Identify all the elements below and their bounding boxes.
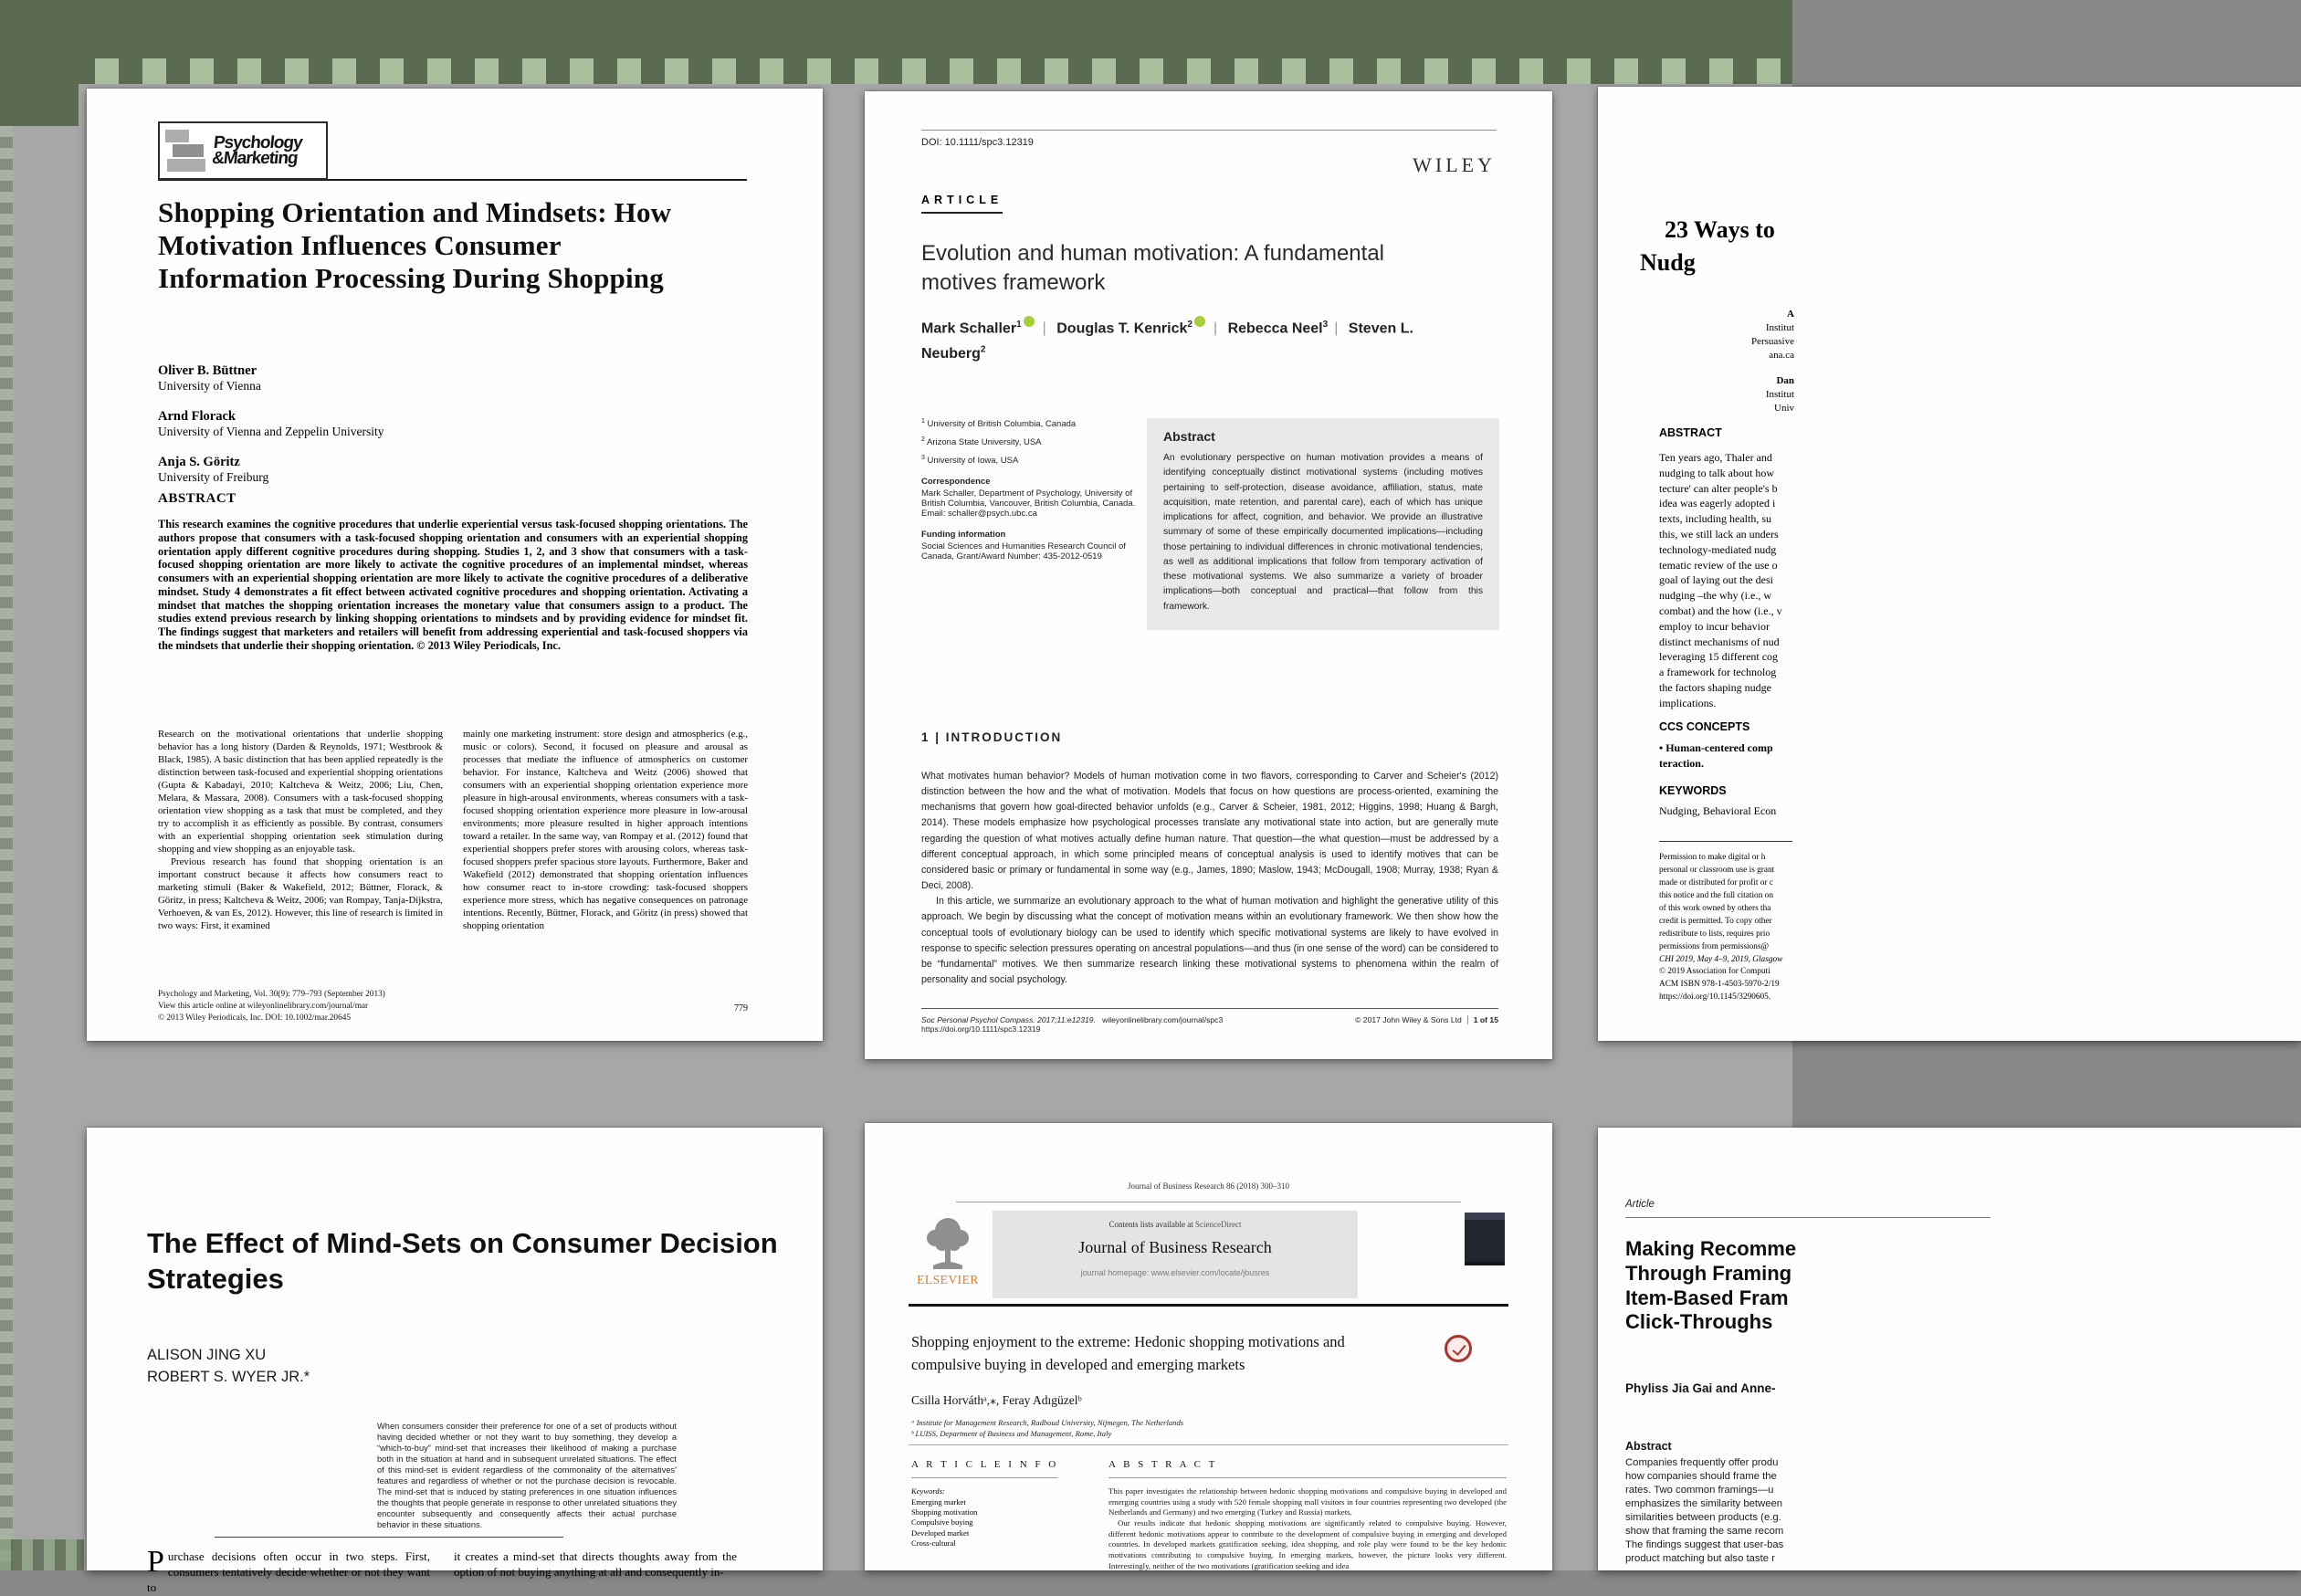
abstract-line: distinct mechanisms of nud [1659,635,1780,648]
body-columns [158,728,748,985]
page-info: 1 of 15 [1467,1015,1498,1024]
drop-cap: P [147,1545,164,1579]
author-separator: | [1042,320,1046,337]
abstract-heading: ABSTRACT [158,491,236,506]
author-name: ROBERT S. WYER JR.* [147,1368,310,1385]
abstract-paragraph: Our results indicate that hedonic shopping motivations are significantly related to compulsive buying. However, different hedonic motivations appear to contribute to the development of compulsive buying in emerging and developed countries. In developed markets gratification seeking, idea shopping, and role play were found to be the key hedonic motivations contributing to compulsive buying. In emerging markets, however, the picture looks very different. Interestingly, neither of the two motivations (gratification seeking and idea [1108,1518,1507,1570]
footnote-line: made or distributed for profit or c [1659,877,1773,887]
elsevier-logo [909,1214,987,1287]
footnote-block [1659,852,1782,1004]
keyword: Compulsive buying [911,1517,973,1528]
author-affiliation: University of Vienna [158,379,261,394]
abstract-line: technology-mediated nudg [1659,542,1777,556]
homepage-prefix: journal homepage: [1080,1268,1150,1277]
header-rule [1625,1217,1991,1218]
abstract-line: product matching but also taste r [1625,1553,1775,1565]
abstract-line: nudging to talk about how [1659,466,1774,479]
ccs-heading: CCS CONCEPTS [1659,720,1750,733]
funding-text: Social Sciences and Humanities Research Council of Canada, Grant/Award Number: 435-2012-0519 [921,541,1126,562]
footnote-line: this notice and the full citation on [1659,890,1773,900]
footnote-block [158,989,385,1024]
author-name: Rebecca Neel [1227,320,1323,337]
footer-right [1355,1015,1498,1024]
footnote-line: personal or classroom use is grant [1659,865,1775,875]
thick-rule [909,1304,1508,1307]
body-text: urchase decisions often occur in two steps. First, consumers tentatively decide whether or not they want to [147,1549,430,1594]
header-rule [921,130,1497,131]
keywords-text: Nudging, Behavioral Econ [1659,804,1777,817]
citation-text: Soc Personal Psychol Compass. 2017;11:e12319. [921,1015,1096,1024]
affiliation: ᵇ LUISS, Department of Business and Management, Rome, Italy [911,1429,1112,1439]
abstract-line: employ to incur behavior [1659,619,1770,633]
author-separator: | [1213,320,1218,337]
border-artifact-left [0,0,79,126]
affiliations [921,418,1136,466]
abstract-line: goal of laying out the desi [1659,573,1773,587]
abstract-text [1625,1456,1783,1566]
paper-page-evolution-motivation[interactable] [865,91,1552,1059]
abstract-line: show that framing the same recom [1625,1526,1784,1538]
author [158,408,384,440]
keywords-list [911,1497,977,1549]
footnote-line: View this article online at wileyonlinelibrary.com/journal/mar [158,1001,369,1011]
article-info-heading: A R T I C L E I N F O [911,1459,1059,1470]
footnote-line: © 2013 Wiley Periodicals, Inc. DOI: 10.1002/mar.20645 [158,1013,352,1023]
author-name: ALISON JING XU [147,1347,267,1363]
doi-text: DOI: 10.1111/spc3.12319 [921,137,1034,148]
footnote-line: permissions from permissions@ [1659,941,1770,951]
paper-title: The Effect of Mind-Sets on Consumer Decision Strategies [147,1227,778,1295]
author-affiliation: University of Vienna and Zeppelin University [158,425,384,439]
body-columns [147,1545,737,1594]
author [158,454,384,486]
author-name: Steven L. Neuberg [921,320,1413,362]
abstract-line: The findings suggest that user-bas [1625,1539,1784,1551]
paper-page-23-ways-to-nudge[interactable] [1598,87,2301,1041]
title-line: Through Framing [1625,1261,1792,1285]
orcid-icon [1194,316,1205,327]
keywords-heading: KEYWORDS [1659,784,1727,797]
paper-title: Evolution and human motivation: A fundamental motives framework [921,241,1384,296]
author-line: Dan [1776,375,1794,387]
correspondence-heading: Correspondence [921,477,991,488]
author-line: Institut [1765,389,1794,401]
author-line [921,316,1451,366]
author-name: Douglas T. Kenrick [1056,320,1188,337]
affiliation: $^1$ University of British Columbia, Canada [921,418,1077,430]
affiliation: $^3$ University of Iowa, USA [921,455,1019,467]
border-artifact-checker [0,58,1792,84]
contents-line [993,1220,1358,1229]
wiley-logo: WILEY [1413,153,1496,176]
contents-prefix: Contents lists available at [1108,1220,1193,1229]
author-line: Phyliss Jia Gai and Anne- [1625,1381,1776,1395]
orcid-icon [1024,316,1035,327]
keyword: Shopping motivation [911,1507,978,1517]
footnote-line: credit is permitted. To copy other [1659,916,1772,926]
abstract-line: implications. [1659,696,1717,709]
abstract-line: combat) and the how (i.e., v [1659,604,1782,617]
footnote-line: © 2019 Association for Computi [1659,967,1770,977]
author-separator: | [1334,320,1339,337]
footnote-line: CHI 2019, May 4–9, 2019, Glasgow [1659,954,1783,964]
homepage-line [993,1268,1358,1277]
section-heading: 1 | INTRODUCTION [921,730,1063,744]
article-label: Article [1625,1199,1655,1210]
footnote-line: Permission to make digital or h [1659,853,1766,862]
paper-title [1625,1237,1796,1335]
footer [921,1015,1498,1034]
author-name: Arnd Florack [158,409,236,424]
footnote-line: redistribute to lists, requires prio [1659,929,1770,939]
author-sup: 1 [1016,320,1022,330]
keyword: Emerging market [911,1497,966,1507]
paper-page-shopping-orientation[interactable] [87,89,823,1041]
paper-title: Shopping Orientation and Mindsets: How Motivation Influences Consumer Information Processing During Shopping [158,196,672,294]
paper-page-mindsets-decision-strategies[interactable] [87,1128,823,1594]
abstract-heading: Abstract [1163,429,1215,444]
keyword: Developed market [911,1528,970,1538]
abstract-line: nudging –the why (i.e., w [1659,589,1771,603]
sciencedirect-link: ScienceDirect [1195,1220,1242,1229]
elsevier-tree-icon [922,1214,973,1271]
author-line: Csilla Horváthᵃ,⁎, Feray Adıgüzelᵇ [911,1393,1082,1407]
paper-title-line2: Nudg [1640,249,1696,276]
footer-rule [921,1008,1498,1009]
article-label: ARTICLE [921,194,1003,214]
abstract-text: This research examines the cognitive procedures that underlie experiential versus task-focused shopping orientations. The authors propose that consumers with a task-focused shopping orientation and consumers with an experiential shopping orientation apply different cognitive procedures during shopping. Studies 1, 2, and 3 show that consumers with a task-focused shopping orientation are more likely to activate the cognitive procedures of an implemental mindset, whereas consumers with an experiential shopping orientation are more likely to activate the cognitive procedures of a deliberative mindset. Study 4 demonstrates a fit effect between activated cognitive procedures and shopping orientation. Activating a mindset that matches the shopping orientation increases the monetary value that consumers assign to a product. The studies extend previous research by linking shopping orientations to mindsets and by providing evidence for mindset fit. The findings suggest that marketers and retailers will benefit from addressing experiential and task-focused shoppers via the mindsets that underlie their shopping orientation. © 2013 Wiley Periodicals, Inc. [158,518,748,652]
abstract-line: a framework for technolog [1659,666,1777,679]
abstract-line: how companies should frame the [1625,1471,1777,1483]
abstract-line: texts, including health, su [1659,512,1771,526]
elsevier-wordmark: ELSEVIER [917,1273,979,1286]
title-line: Click-Throughs [1625,1310,1773,1334]
abstract-line: rates. Two common framings—u [1625,1485,1774,1496]
abstract-heading: ABSTRACT [1659,426,1722,439]
author-line: Institut [1765,321,1794,333]
abstract-text: When consumers consider their preference for one of a set of products without having decided whether or not they want to buy something, they develop a “which-to-buy” mind-set that increases their likelihood of making a purchase both in the situation at hand and in subsequent unrelated situations. The effect of this mind-set is evident regardless of the commonality of the alternatives' features and regardless of whether or not the purchase decision is revocable. The mind-set that is induced by stating preferences in one situation influences the thoughts that people generate in response to other unrelated situations they encounter subsequently and consequently affects their actual purchase behavior in these situations. [377,1422,677,1529]
author-sup: 2 [980,344,986,355]
journal-cover-thumbnail [1465,1213,1505,1265]
paper-page-making-recommendations[interactable] [1598,1128,2301,1570]
body-text [921,769,1498,999]
paper-page-shopping-enjoyment[interactable] [865,1123,1552,1570]
abstract-text [1108,1486,1507,1570]
abstract-line: similarities between products (e.g. [1625,1512,1781,1524]
abstract-rule [1108,1477,1507,1478]
abstract-line: Companies frequently offer produ [1625,1457,1779,1468]
journal-citation: Journal of Business Research 86 (2018) 300–310 [1128,1181,1289,1191]
author-affiliation: University of Freiburg [158,470,269,485]
abstract-line: the factors shaping nudge [1659,680,1771,694]
abstract-line: tecture' can alter people's b [1659,481,1778,495]
body-paragraph: What motivates human behavior? Models of human motivation come in two flavors, corresponding to Carver and Scheier's (2012) distinction between the how and the what of motivation. Models that focus on how questions are process-oriented, examining the mechanisms that govern how goal-directed behavior unfolds (e.g., Carver & Scheier, 1981, 2012; Higgins, 1998; Huang & Bargh, 2014). These models emphasize how psychological processes translate any motivational state into action, but are generally mute regarding the question of what motives actually define human nature. That question—the what question—must be addressed by a different conceptual approach, in which some principled means of conceptual analysis is used to identify motives that can be considered basic or primary or fundamental in some way (e.g., James, 1890; Maslow, 1943; McDougall, 1908; Murray, 1938; Ryan & Deci, 2008). [921,771,1498,892]
correspondence-text: Mark Schaller, Department of Psychology, University of British Columbia, Vancouver, British Columbia, Canada. [921,488,1136,509]
journal-header-bar [993,1211,1358,1298]
keywords-label: Keywords: [911,1486,945,1496]
logo-text [211,132,303,168]
abstract-text [1659,450,1782,711]
abstract-line: this, we still lack an unders [1659,527,1779,541]
footnote-line: ACM ISBN 978-1-4503-5970-2/19 [1659,980,1780,990]
footnote-line: Psychology and Marketing, Vol. 30(9): 779–793 (September 2013) [158,990,385,999]
border-artifact-left-strip [0,126,13,1570]
body-paragraph: In this article, we summarize an evolutionary approach to the what of human motivation and highlight the generative utility of this approach. We begin by discussing what the concept of motivation means within an evolutionary framework. We then show how the conceptual tools of evolutionary biology can be used to identify which specific motivational systems are likely to have evolved in response to specific selection pressures operating on ancestral populations—and thus (in one sense of the word) can be considered to be “fundamental” motives. We then summarize research linking these motivational systems to phenomena within the realm of personality and social psychology. [921,896,1498,986]
paper-title-line1: 23 Ways to [1665,216,1775,243]
divider-rule [215,1537,563,1538]
paper-title: Shopping enjoyment to the extreme: Hedonic shopping motivations and compulsive buying in developed and emerging markets [911,1333,1345,1373]
affiliation: ᵃ Institute for Management Research, Radboud University, Nijmegen, The Netherlands [911,1418,1184,1427]
journal-name: Journal of Business Research [1078,1238,1272,1256]
article-info-rule [911,1477,1057,1478]
author-name: Oliver B. Büttner [158,363,257,378]
logo-line1: Psychology [212,132,303,152]
homepage-url: www.elsevier.com/locate/jbusres [1150,1268,1270,1277]
abstract-line: Ten years ago, Thaler and [1659,451,1772,464]
funding-heading: Funding information [921,530,1006,541]
email-line: Email: schaller@psych.ubc.ca [921,509,1037,520]
border-artifact-bottom-left [0,1539,84,1570]
abstract-text: An evolutionary perspective on human motivation provides a means of identifying conceptually distinct motivational systems (including motives pertaining to self-protection, disease avoidance, affiliation, status, mate acquisition, mate retention, and parental care), each of which has unique implications for affect, cognition, and behavior. We provide an illustrative summary of some of these empirically documented implications—including those pertaining to individual differences in chronic motivational tendencies, as well as additional implications that follow from temporary activation of these motivational systems. We also summarize a variety of broader implications—both conceptual and practical—that follow from this framework. [1163,453,1483,612]
author-line: A [1787,309,1794,320]
ccs-text [1659,740,1773,772]
author-block [158,362,384,499]
copyright-text: © 2017 John Wiley & Sons Ltd [1355,1015,1462,1024]
footnote-line: https://doi.org/10.1145/3290605. [1659,992,1771,1003]
body-paragraph: Previous research has found that shopping orientation is an important construct because it affects how consumers react to marketing stimuli (Baker & Wakefield, 2012; Büttner, Florack, & Göritz, in press; Kaltcheva & Weitz, 2006; van Rompay, Tanja-Dijkstra, Verhoeven, & van Es, 2012). However, this line of research is limited in two ways: First, it examined [158,856,443,932]
check-for-updates-badge [1445,1335,1472,1362]
abstract-line: leveraging 15 different cog [1659,650,1779,664]
author-block [1634,306,1794,415]
author-line: ana.ca [1769,349,1794,361]
abstract-heading: A B S T R A C T [1108,1459,1218,1470]
keyword: Cross-cultural [911,1538,956,1548]
body-column-right [463,728,748,985]
abstract-line: emphasizes the similarity between [1625,1498,1783,1510]
author [158,362,384,394]
journal-site: wileyonlinelibrary.com/journal/spc3 [1102,1015,1224,1024]
psychology-marketing-logo [158,121,328,180]
body-paragraph: Research on the motivational orientations that underlie shopping behavior has a long history (Darden & Reynolds, 1971; Westbrook & Black, 1985). A basic distinction that has been applied repeatedly is the distinction between task-focused and experiential shopping orientations (Gupta & Kabadayi, 2010; Kaltcheva & Weitz, 2006; Liu, Chen, Melara, & Massara, 2008). Consumers with a task-focused shopping orientation view shopping as a task that must be completed, and they try to accomplish it as efficiently as possible. By contrast, consumers with an experiential shopping orientation seek stimulation during shopping and view shopping as an enjoyable task. [158,729,443,856]
abstract-heading: Abstract [1625,1440,1672,1453]
abstract-box [1147,418,1499,630]
body-column-left [147,1545,430,1594]
title-line: Item-Based Fram [1625,1286,1789,1309]
body-column-left [158,728,443,985]
body-column-right: it creates a mind-set that directs thoughts away from the option of not buying anything at all and consequently in- [454,1549,737,1579]
title-line: Making Recomme [1625,1237,1797,1260]
border-artifact-top [0,0,1792,58]
left-column [921,418,1136,562]
logo-line2: &Marketing [211,149,299,168]
affiliations [911,1417,1183,1440]
author-line: Persuasive [1750,335,1794,347]
ccs-line: • Human-centered comp [1659,741,1773,754]
divider-rule [909,1444,1508,1445]
author-name: Anja S. Göritz [158,455,240,469]
body-paragraph: mainly one marketing instrument: store design and atmospherics (e.g., music or colors). Second, it focused on pleasure and arousal as processes that mediate the influence of atmospherics on customer behavior. For instance, Kaltcheva and Weitz (2006) showed that consumers with an experiential shopping orientation experience more pleasure in high-arousal environments, whereas consumers with a task-focused shopping orientation experience more pleasure in low-arousal environments; more pleasure resulted in higher approach intentions toward a retailer. In the same way, van Rompay et al. (2012) found that experiential shoppers prefer stores with arousing colors, whereas task-focused shoppers prefer spacious store layouts. Furthermore, Baker and Wakefield (2012) demonstrated that shopping orientation influences how consumer react to in-store crowding: task-focused shoppers experience more stress, which has negative consequences on patronage intentions. Recently, Büttner, Florack, and Göritz (in press) showed that shopping orientation [463,729,748,932]
footnote-rule [1659,841,1792,842]
doi-url: https://doi.org/10.1111/spc3.12319 [921,1024,1041,1034]
author-sup: 3 [1322,320,1329,330]
author-name: Mark Schaller [921,320,1017,337]
author-line: Univ [1774,403,1794,415]
ccs-line: teraction. [1659,757,1704,771]
page-number: 779 [734,1003,748,1013]
footnote-line: of this work owned by others tha [1659,903,1771,913]
abstract-paragraph: This paper investigates the relationship between hedonic shopping motivations and compulsive buying in developed and emerging countries using a study with 520 female shopping mall visitors in four countries representing two developed (the Netherlands and Germany) and two emerging (Turkey and Russia) markets. [1108,1486,1507,1517]
affiliation: $^2$ Arizona State University, USA [921,436,1042,448]
author-sup: 2 [1187,320,1193,330]
logo-graphic [165,128,207,173]
abstract-line: idea was eagerly adopted i [1659,497,1776,510]
abstract-line: tematic review of the use o [1659,558,1778,572]
author-block [147,1345,310,1389]
